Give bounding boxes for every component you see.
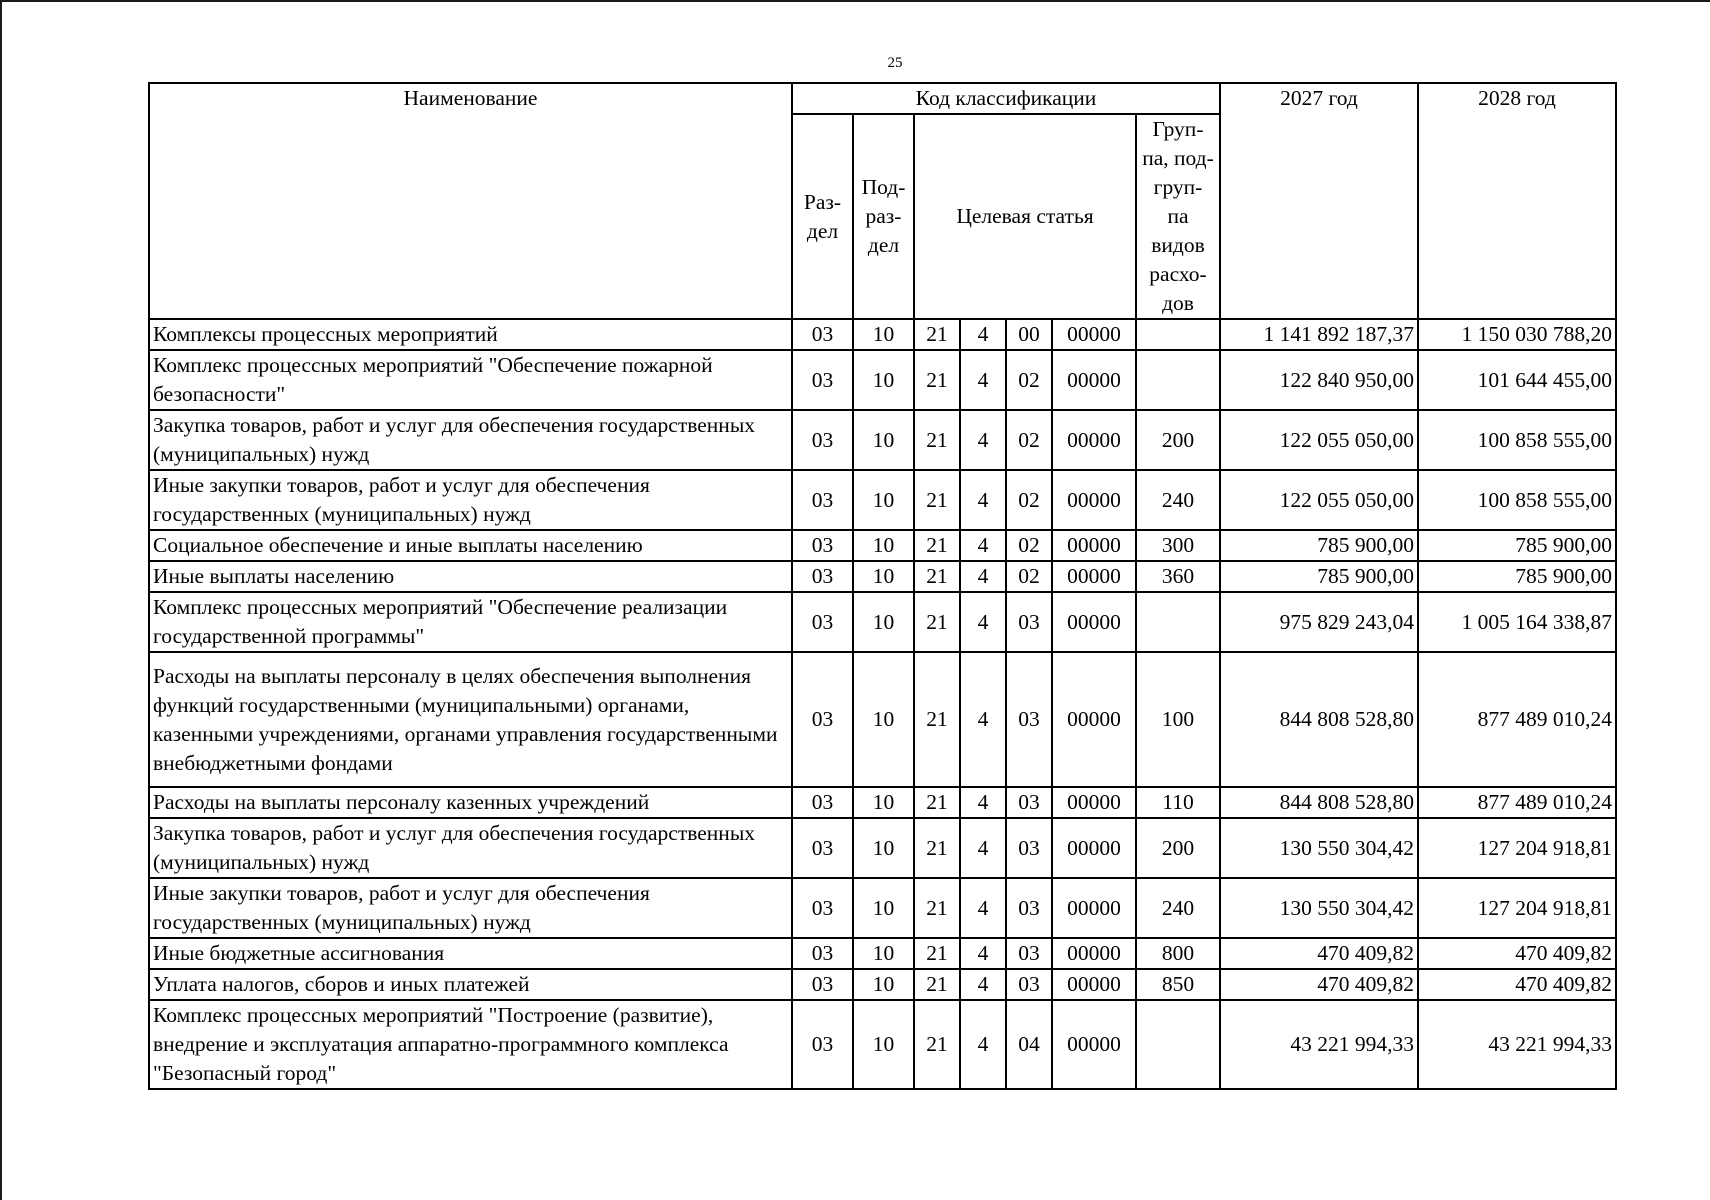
row-target-program: 21 [914, 410, 960, 470]
row-target-direction: 00000 [1052, 878, 1136, 938]
row-amount-2027: 844 808 528,80 [1220, 787, 1418, 818]
row-target-complex: 02 [1006, 530, 1052, 561]
header-expense-group-line: груп- [1153, 175, 1203, 199]
row-target-complex: 03 [1006, 592, 1052, 652]
row-target-direction: 00000 [1052, 592, 1136, 652]
row-expense-group: 300 [1136, 530, 1220, 561]
table-row [149, 592, 1616, 652]
row-name: Комплекс процессных мероприятий "Обеспечение реализации государственной программы" [149, 592, 792, 652]
row-target-complex: 02 [1006, 350, 1052, 410]
row-target-complex: 02 [1006, 470, 1052, 530]
row-expense-group: 850 [1136, 969, 1220, 1000]
row-amount-2028: 877 489 010,24 [1418, 787, 1616, 818]
row-expense-group: 100 [1136, 652, 1220, 787]
row-section: 03 [792, 969, 853, 1000]
header-expense-group [1136, 114, 1220, 319]
row-subsection: 10 [853, 1000, 914, 1089]
row-subsection: 10 [853, 787, 914, 818]
table-row [149, 652, 1616, 787]
row-section: 03 [792, 787, 853, 818]
row-amount-2027: 785 900,00 [1220, 530, 1418, 561]
row-target-complex: 00 [1006, 319, 1052, 350]
row-target-program: 21 [914, 561, 960, 592]
row-amount-2028: 101 644 455,00 [1418, 350, 1616, 410]
row-target-type: 4 [960, 878, 1006, 938]
row-target-type: 4 [960, 561, 1006, 592]
row-target-direction: 00000 [1052, 410, 1136, 470]
header-expense-group-line: па, под- [1142, 146, 1214, 170]
row-target-type: 4 [960, 592, 1006, 652]
row-section: 03 [792, 938, 853, 969]
header-row-top [149, 83, 1616, 114]
row-target-type: 4 [960, 350, 1006, 410]
page-number: 25 [887, 55, 903, 71]
row-amount-2027: 43 221 994,33 [1220, 1000, 1418, 1089]
header-section-line: дел [806, 218, 839, 243]
row-target-complex: 03 [1006, 652, 1052, 787]
row-target-complex: 02 [1006, 410, 1052, 470]
header-section [792, 114, 853, 319]
row-target-type: 4 [960, 1000, 1006, 1089]
row-target-complex: 03 [1006, 818, 1052, 878]
row-expense-group: 200 [1136, 410, 1220, 470]
row-section: 03 [792, 350, 853, 410]
row-amount-2028: 100 858 555,00 [1418, 470, 1616, 530]
row-target-program: 21 [914, 1000, 960, 1089]
row-amount-2027: 470 409,82 [1220, 938, 1418, 969]
row-amount-2028: 1 150 030 788,20 [1418, 319, 1616, 350]
row-name: Комплекс процессных мероприятий "Построение (развитие), внедрение и эксплуатация аппаратно-программного комплекса "Безопасный город" [149, 1000, 792, 1089]
row-amount-2028: 470 409,82 [1418, 938, 1616, 969]
row-target-program: 21 [914, 938, 960, 969]
row-target-direction: 00000 [1052, 530, 1136, 561]
row-subsection: 10 [853, 938, 914, 969]
row-target-program: 21 [914, 787, 960, 818]
row-target-complex: 03 [1006, 938, 1052, 969]
row-target-direction: 00000 [1052, 818, 1136, 878]
table-row [149, 1000, 1616, 1089]
row-target-type: 4 [960, 787, 1006, 818]
row-target-type: 4 [960, 652, 1006, 787]
row-target-direction: 00000 [1052, 1000, 1136, 1089]
row-amount-2027: 122 055 050,00 [1220, 470, 1418, 530]
row-amount-2028: 100 858 555,00 [1418, 410, 1616, 470]
table-row [149, 787, 1616, 818]
row-amount-2028: 785 900,00 [1418, 530, 1616, 561]
table-row [149, 878, 1616, 938]
row-target-complex: 03 [1006, 787, 1052, 818]
row-subsection: 10 [853, 410, 914, 470]
row-amount-2028: 127 204 918,81 [1418, 818, 1616, 878]
table-row [149, 410, 1616, 470]
row-name: Комплексы процессных мероприятий [149, 319, 792, 350]
row-expense-group: 240 [1136, 878, 1220, 938]
row-expense-group: 240 [1136, 470, 1220, 530]
row-target-program: 21 [914, 969, 960, 1000]
row-expense-group: 110 [1136, 787, 1220, 818]
row-target-direction: 00000 [1052, 938, 1136, 969]
header-expense-group-line: па [1167, 204, 1189, 228]
row-section: 03 [792, 878, 853, 938]
row-subsection: 10 [853, 592, 914, 652]
row-name: Иные закупки товаров, работ и услуг для обеспечения государственных (муниципальных) нужд [149, 470, 792, 530]
row-target-type: 4 [960, 410, 1006, 470]
row-subsection: 10 [853, 350, 914, 410]
header-target-article: Целевая статья [914, 114, 1136, 319]
row-subsection: 10 [853, 530, 914, 561]
row-amount-2027: 470 409,82 [1220, 969, 1418, 1000]
row-amount-2027: 785 900,00 [1220, 561, 1418, 592]
table-row [149, 350, 1616, 410]
header-name: Наименование [149, 83, 792, 319]
row-target-program: 21 [914, 652, 960, 787]
row-section: 03 [792, 470, 853, 530]
row-target-complex: 03 [1006, 969, 1052, 1000]
row-section: 03 [792, 652, 853, 787]
row-amount-2028: 785 900,00 [1418, 561, 1616, 592]
row-name: Расходы на выплаты персоналу казенных учреждений [149, 787, 792, 818]
row-name: Закупка товаров, работ и услуг для обеспечения государственных (муниципальных) нужд [149, 410, 792, 470]
row-target-program: 21 [914, 350, 960, 410]
row-amount-2028: 1 005 164 338,87 [1418, 592, 1616, 652]
row-expense-group: 200 [1136, 818, 1220, 878]
header-expense-group-line: Груп- [1152, 117, 1204, 141]
row-name: Комплекс процессных мероприятий "Обеспечение пожарной безопасности" [149, 350, 792, 410]
row-name: Расходы на выплаты персоналу в целях обеспечения выполнения функций государственными (муниципальными) органами, казенными учреждениями, органами управления государственными внебюджетными фондами [149, 652, 792, 787]
row-target-complex: 03 [1006, 878, 1052, 938]
row-subsection: 10 [853, 652, 914, 787]
row-target-direction: 00000 [1052, 350, 1136, 410]
row-name: Иные выплаты населению [149, 561, 792, 592]
row-amount-2028: 43 221 994,33 [1418, 1000, 1616, 1089]
row-target-program: 21 [914, 530, 960, 561]
header-subsection-line: Под- [861, 175, 906, 199]
budget-table [148, 82, 1617, 1090]
row-name: Социальное обеспечение и иные выплаты населению [149, 530, 792, 561]
row-target-type: 4 [960, 969, 1006, 1000]
header-expense-group-line: видов [1151, 233, 1205, 257]
row-section: 03 [792, 530, 853, 561]
row-target-type: 4 [960, 530, 1006, 561]
row-amount-2028: 877 489 010,24 [1418, 652, 1616, 787]
row-target-type: 4 [960, 319, 1006, 350]
row-expense-group [1136, 319, 1220, 350]
row-amount-2027: 844 808 528,80 [1220, 652, 1418, 787]
header-classification: Код классификации [792, 83, 1220, 114]
row-target-program: 21 [914, 818, 960, 878]
header-subsection-line: дел [867, 233, 900, 257]
table-row [149, 530, 1616, 561]
row-section: 03 [792, 319, 853, 350]
header-subsection [853, 114, 914, 319]
row-name: Уплата налогов, сборов и иных платежей [149, 969, 792, 1000]
row-target-program: 21 [914, 592, 960, 652]
row-expense-group [1136, 1000, 1220, 1089]
row-target-type: 4 [960, 818, 1006, 878]
row-target-type: 4 [960, 470, 1006, 530]
row-name: Иные закупки товаров, работ и услуг для обеспечения государственных (муниципальных) нужд [149, 878, 792, 938]
table-row [149, 319, 1616, 350]
row-section: 03 [792, 410, 853, 470]
row-subsection: 10 [853, 969, 914, 1000]
row-target-direction: 00000 [1052, 561, 1136, 592]
row-target-direction: 00000 [1052, 470, 1136, 530]
row-amount-2027: 130 550 304,42 [1220, 878, 1418, 938]
row-amount-2028: 470 409,82 [1418, 969, 1616, 1000]
header-expense-group-line: дов [1162, 291, 1194, 315]
row-target-complex: 02 [1006, 561, 1052, 592]
row-expense-group: 360 [1136, 561, 1220, 592]
header-expense-group-line: расхо- [1149, 262, 1207, 286]
header-subsection-line: раз- [865, 204, 902, 228]
row-subsection: 10 [853, 818, 914, 878]
row-section: 03 [792, 561, 853, 592]
row-target-type: 4 [960, 938, 1006, 969]
row-target-program: 21 [914, 319, 960, 350]
header-year-2028: 2028 год [1418, 83, 1616, 319]
table-row [149, 561, 1616, 592]
row-section: 03 [792, 1000, 853, 1089]
row-target-direction: 00000 [1052, 969, 1136, 1000]
header-year-2027: 2027 год [1220, 83, 1418, 319]
row-subsection: 10 [853, 878, 914, 938]
row-subsection: 10 [853, 470, 914, 530]
row-section: 03 [792, 818, 853, 878]
row-expense-group [1136, 592, 1220, 652]
table-row [149, 969, 1616, 1000]
row-amount-2027: 130 550 304,42 [1220, 818, 1418, 878]
row-amount-2027: 122 840 950,00 [1220, 350, 1418, 410]
row-amount-2028: 127 204 918,81 [1418, 878, 1616, 938]
row-target-direction: 00000 [1052, 652, 1136, 787]
row-target-direction: 00000 [1052, 787, 1136, 818]
row-amount-2027: 1 141 892 187,37 [1220, 319, 1418, 350]
row-target-program: 21 [914, 470, 960, 530]
row-expense-group [1136, 350, 1220, 410]
row-name: Закупка товаров, работ и услуг для обеспечения государственных (муниципальных) нужд [149, 818, 792, 878]
row-amount-2027: 975 829 243,04 [1220, 592, 1418, 652]
header-section-line: Раз- [803, 189, 842, 214]
row-section: 03 [792, 592, 853, 652]
row-subsection: 10 [853, 319, 914, 350]
row-target-direction: 00000 [1052, 319, 1136, 350]
row-target-program: 21 [914, 878, 960, 938]
table-row [149, 470, 1616, 530]
row-name: Иные бюджетные ассигнования [149, 938, 792, 969]
row-amount-2027: 122 055 050,00 [1220, 410, 1418, 470]
row-target-complex: 04 [1006, 1000, 1052, 1089]
row-subsection: 10 [853, 561, 914, 592]
table-row [149, 938, 1616, 969]
row-expense-group: 800 [1136, 938, 1220, 969]
table-row [149, 818, 1616, 878]
